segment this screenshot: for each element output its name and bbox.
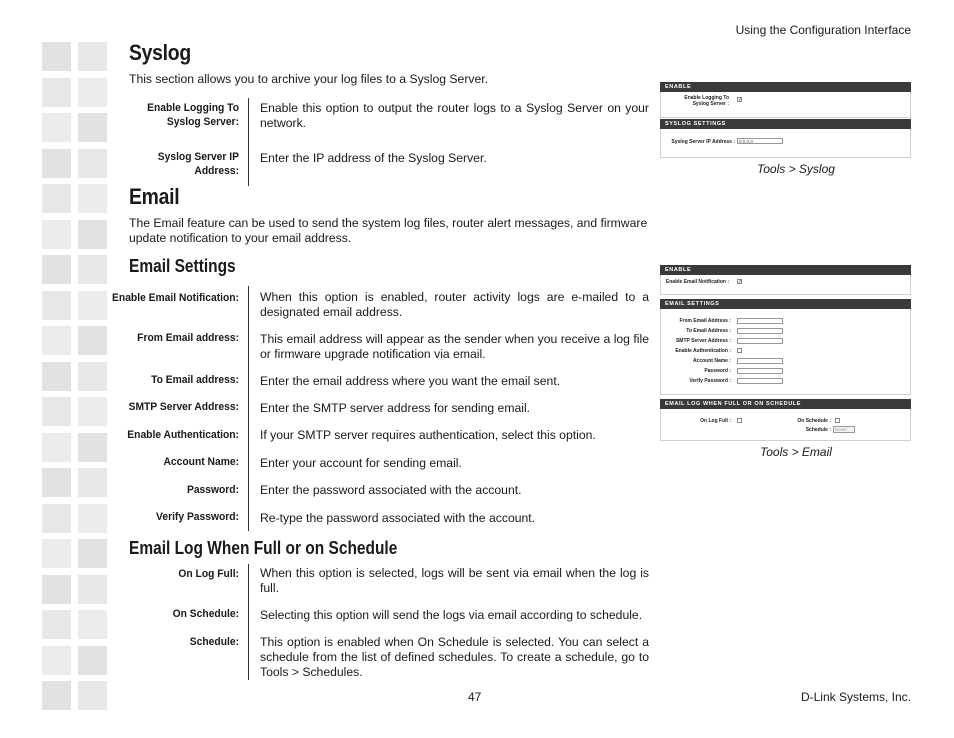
sidebar-square bbox=[42, 433, 71, 462]
email-label-smtp: SMTP Server Address: bbox=[128, 401, 239, 413]
email-log-label-schedule: Schedule: bbox=[189, 636, 239, 648]
sidebar-square bbox=[42, 681, 71, 710]
email-shot-account-input[interactable] bbox=[737, 358, 783, 364]
sidebar-square bbox=[42, 78, 71, 107]
sidebar-square bbox=[42, 291, 71, 320]
sidebar-square bbox=[42, 326, 71, 355]
sidebar-square bbox=[42, 646, 71, 675]
syslog-title: Syslog bbox=[129, 40, 191, 65]
sidebar-square bbox=[78, 184, 107, 213]
email-label-account: Account Name: bbox=[163, 456, 239, 468]
sidebar-square bbox=[42, 255, 71, 284]
email-shot-settings-panel bbox=[660, 309, 911, 395]
email-shot-password-input[interactable] bbox=[737, 368, 783, 374]
syslog-shot-enable-checkbox[interactable]: ✓ bbox=[738, 97, 743, 103]
sidebar-square bbox=[78, 610, 107, 639]
email-desc-verify: Re-type the password associated with the account. bbox=[260, 511, 536, 525]
sidebar-square bbox=[42, 362, 71, 391]
syslog-caption: Tools > Syslog bbox=[757, 162, 835, 176]
sidebar-square bbox=[78, 575, 107, 604]
syslog-shot-enable-bar: ENABLE bbox=[660, 82, 911, 92]
email-log-desc-full: When this option is selected, logs will be sent via email when the log is full. bbox=[260, 566, 649, 595]
sidebar-square bbox=[42, 468, 71, 497]
page-number: 47 bbox=[468, 690, 482, 704]
email-shot-log-bar: EMAIL LOG WHEN FULL OR ON SCHEDULE bbox=[660, 399, 911, 409]
email-shot-from-input[interactable] bbox=[737, 318, 783, 324]
sidebar-square bbox=[42, 539, 71, 568]
sidebar-square bbox=[78, 326, 107, 355]
sidebar-square bbox=[42, 113, 71, 142]
email-desc-account: Enter your account for sending email. bbox=[260, 456, 462, 470]
email-shot-smtp-input[interactable] bbox=[737, 338, 783, 344]
syslog-shot-ip-input[interactable]: 0.0.0.0 bbox=[737, 138, 783, 144]
email-shot-verify-input[interactable] bbox=[737, 378, 783, 384]
email-title: Email bbox=[129, 184, 180, 209]
email-shot-schedule-select[interactable]: Never bbox=[833, 426, 855, 433]
email-settings-divider bbox=[248, 286, 249, 531]
sidebar-square bbox=[78, 433, 107, 462]
syslog-label-enable: Enable Logging To Syslog Server: bbox=[147, 102, 239, 128]
sidebar-square bbox=[42, 504, 71, 533]
email-label-auth: Enable Authentication: bbox=[127, 429, 239, 441]
email-shot-from-label: From Email Address : bbox=[679, 318, 731, 324]
email-shot-smtp-label: SMTP Server Address : bbox=[675, 338, 731, 344]
email-caption: Tools > Email bbox=[760, 445, 832, 459]
email-screenshot bbox=[660, 265, 911, 441]
email-shot-enable-label: Enable Email Notification : bbox=[665, 279, 729, 285]
sidebar-square bbox=[42, 397, 71, 426]
email-shot-onschedule-label: On Schedule : bbox=[797, 418, 831, 424]
sidebar-square bbox=[78, 504, 107, 533]
email-desc-smtp: Enter the SMTP server address for sending email. bbox=[260, 401, 531, 415]
email-desc-from: This email address will appear as the sender when you receive a log file or firmware upgrade notification via email. bbox=[260, 332, 649, 361]
email-log-label-full: On Log Full: bbox=[178, 568, 239, 580]
email-desc-password: Enter the password associated with the account. bbox=[260, 483, 522, 497]
email-shot-auth-checkbox[interactable] bbox=[737, 348, 742, 353]
syslog-intro: This section allows you to archive your log files to a Syslog Server. bbox=[129, 72, 489, 86]
sidebar-square bbox=[78, 291, 107, 320]
email-shot-auth-label: Enable Authentication : bbox=[675, 348, 731, 354]
email-shot-enable-checkbox[interactable]: ✓ bbox=[738, 279, 743, 285]
sidebar-square bbox=[78, 220, 107, 249]
email-label-verify: Verify Password: bbox=[156, 511, 239, 523]
sidebar-square bbox=[78, 646, 107, 675]
email-desc-auth: If your SMTP server requires authentication, select this option. bbox=[260, 428, 596, 442]
sidebar-square bbox=[78, 78, 107, 107]
sidebar-square bbox=[78, 362, 107, 391]
syslog-shot-enable-label: Enable Logging To Syslog Server : bbox=[684, 95, 729, 107]
email-log-desc-onschedule: Selecting this option will send the logs via email according to schedule. bbox=[260, 608, 643, 622]
email-label-from: From Email address: bbox=[137, 332, 239, 344]
sidebar-square bbox=[42, 149, 71, 178]
email-log-desc-schedule: This option is enabled when On Schedule is selected. You can select a schedule from the list of defined schedules. To create a schedule, go to Tools > Schedules. bbox=[260, 635, 649, 679]
section-header: Using the Configuration Interface bbox=[735, 23, 911, 37]
email-shot-password-label: Password : bbox=[704, 368, 731, 374]
sidebar-square bbox=[78, 113, 107, 142]
decorative-sidebar bbox=[42, 42, 108, 712]
sidebar-square bbox=[42, 610, 71, 639]
email-shot-log-panel bbox=[660, 409, 911, 441]
email-log-divider bbox=[248, 564, 249, 680]
syslog-shot-settings-panel bbox=[660, 129, 911, 158]
footer-company: D-Link Systems, Inc. bbox=[800, 690, 911, 704]
email-shot-to-input[interactable] bbox=[737, 328, 783, 334]
sidebar-square bbox=[78, 539, 107, 568]
syslog-desc-enable: Enable this option to output the router logs to a Syslog Server on your network. bbox=[260, 101, 649, 130]
syslog-desc-ip: Enter the IP address of the Syslog Server. bbox=[260, 151, 487, 165]
email-settings-title: Email Settings bbox=[129, 256, 236, 276]
email-shot-settings-bar: EMAIL SETTINGS bbox=[660, 299, 911, 309]
email-desc-enable: When this option is enabled, router activity logs are e-mailed to a designated email address. bbox=[260, 290, 649, 319]
email-shot-onlogfull-checkbox[interactable] bbox=[737, 418, 742, 423]
email-shot-account-label: Account Name : bbox=[692, 358, 731, 364]
email-shot-to-label: To Email Address : bbox=[686, 328, 731, 334]
email-intro: The Email feature can be used to send the system log files, router alert messages, and firmware update notification to your email address. bbox=[129, 216, 648, 245]
email-label-to: To Email address: bbox=[151, 374, 239, 386]
sidebar-square bbox=[78, 681, 107, 710]
sidebar-square bbox=[78, 255, 107, 284]
email-desc-to: Enter the email address where you want the email sent. bbox=[260, 374, 561, 388]
syslog-shot-ip-label: Syslog Server IP Address : bbox=[671, 139, 735, 145]
syslog-divider bbox=[248, 98, 249, 186]
email-shot-onlogfull-label: On Log Full : bbox=[700, 418, 731, 424]
email-shot-enable-panel bbox=[660, 275, 911, 295]
email-log-title: Email Log When Full or on Schedule bbox=[129, 538, 398, 558]
sidebar-square bbox=[78, 42, 107, 71]
syslog-label-ip: Syslog Server IP Address: bbox=[157, 151, 239, 177]
sidebar-square bbox=[78, 397, 107, 426]
syslog-shot-enable-panel bbox=[660, 92, 911, 118]
email-shot-verify-label: Verify Password : bbox=[689, 378, 731, 384]
syslog-screenshot bbox=[660, 82, 911, 158]
sidebar-square bbox=[42, 42, 71, 71]
syslog-shot-settings-bar: SYSLOG SETTINGS bbox=[660, 119, 911, 129]
email-log-label-onschedule: On Schedule: bbox=[172, 608, 239, 620]
sidebar-square bbox=[78, 149, 107, 178]
email-shot-enable-bar: ENABLE bbox=[660, 265, 911, 275]
sidebar-square bbox=[42, 220, 71, 249]
sidebar-square bbox=[42, 575, 71, 604]
email-shot-onschedule-checkbox[interactable] bbox=[835, 418, 840, 423]
email-label-enable: Enable Email Notification: bbox=[112, 292, 239, 304]
email-label-password: Password: bbox=[186, 484, 239, 496]
sidebar-square bbox=[42, 184, 71, 213]
sidebar-square bbox=[78, 468, 107, 497]
email-shot-schedule-label: Schedule : bbox=[805, 427, 831, 433]
